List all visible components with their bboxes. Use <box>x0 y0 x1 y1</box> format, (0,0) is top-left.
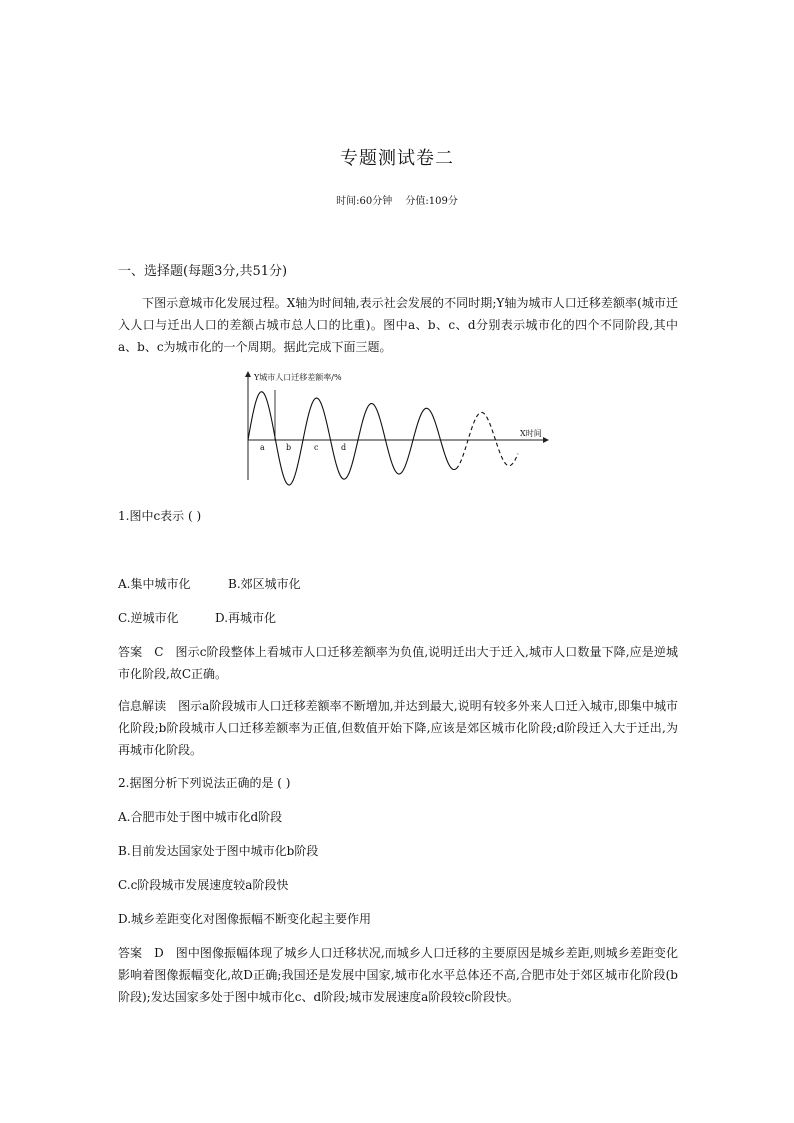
stage-label-d: d <box>341 443 347 452</box>
question-1-stem: 1.图中c表示 ( ) <box>118 509 202 523</box>
question-2-stem: 2.据图分析下列说法正确的是 ( ) <box>118 776 291 790</box>
exam-meta <box>0 192 794 207</box>
curve-solid <box>248 392 456 485</box>
intro-paragraph: 下图示意城市化发展过程。X轴为时间轴,表示社会发展的不同时期;Y轴为城市人口迁移差额率(城市迁入人口与迁出人口的差额占城市总人口的比重)。图中a、b、c、d分别表示城市化的四个不同阶段,其中a、b、c为城市化的一个周期。据此完成下面三题。 <box>118 296 678 354</box>
q2-answer-letter: D <box>154 946 164 960</box>
stage-label-b: b <box>286 443 292 452</box>
page-title: 专题测试卷二 <box>340 148 454 169</box>
q2-option-a: A.合肥市处于图中城市化d阶段 <box>118 810 283 824</box>
q1-answer <box>118 641 678 685</box>
y-axis-label: Y城市人口迁移差额率/% <box>254 373 342 382</box>
section-heading: 一、选择题(每题3分,共51分) <box>118 264 288 279</box>
stage-label-a: a <box>260 443 265 452</box>
q2-option-c: C.c阶段城市发展速度较a阶段快 <box>118 878 289 892</box>
q2-answer <box>118 942 678 1008</box>
exam-score: 分值:109分 <box>405 196 458 207</box>
stage-label-c: c <box>314 443 319 452</box>
q1-info-text: 图示a阶段城市人口迁移差额率不断增加,并达到最大,说明有较多外来人口迁入城市,即集中城市化阶段;b阶段城市人口迁移差额率为正值,但数值开始下降,应该是郊区城市化阶段;d阶段迁入大于迁出,为再城市化阶段。 <box>118 699 678 757</box>
exam-time: 时间:60分钟 <box>336 196 393 207</box>
curve-dashed <box>456 412 518 468</box>
q1-option-d: D.再城市化 <box>215 611 277 625</box>
q2-option-b: B.目前发达国家处于图中城市化b阶段 <box>118 844 319 858</box>
x-axis-label: X时间 <box>520 429 542 438</box>
q1-option-b: B.郊区城市化 <box>228 577 301 591</box>
q1-info-label: 信息解读 <box>118 699 167 713</box>
q2-answer-text: 图中图像振幅体现了城乡人口迁移状况,而城乡人口迁移的主要原因是城乡差距,则城乡差距变化影响着图像振幅变化,故D正确;我国还是发展中国家,城市化水平总体还不高,合肥市处于郊区城市化阶段(b阶段);发达国家多处于图中城市化c、d阶段;城市发展速度a阶段较c阶段快。 <box>118 946 678 1004</box>
q1-info <box>118 695 678 761</box>
q1-option-a: A.集中城市化 <box>118 577 191 591</box>
q1-option-c: C.逆城市化 <box>118 611 179 625</box>
q1-answer-letter: C <box>154 645 164 659</box>
q1-answer-label: 答案 <box>118 645 143 659</box>
q1-answer-text: 图示c阶段整体上看城市人口迁移差额率为负值,说明迁出大于迁入,城市人口数量下降,应是逆城市化阶段,故C正确。 <box>118 645 678 681</box>
urbanization-chart <box>238 368 558 488</box>
q2-answer-label: 答案 <box>118 946 143 960</box>
q2-option-d: D.城乡差距变化对图像振幅不断变化起主要作用 <box>118 912 372 926</box>
